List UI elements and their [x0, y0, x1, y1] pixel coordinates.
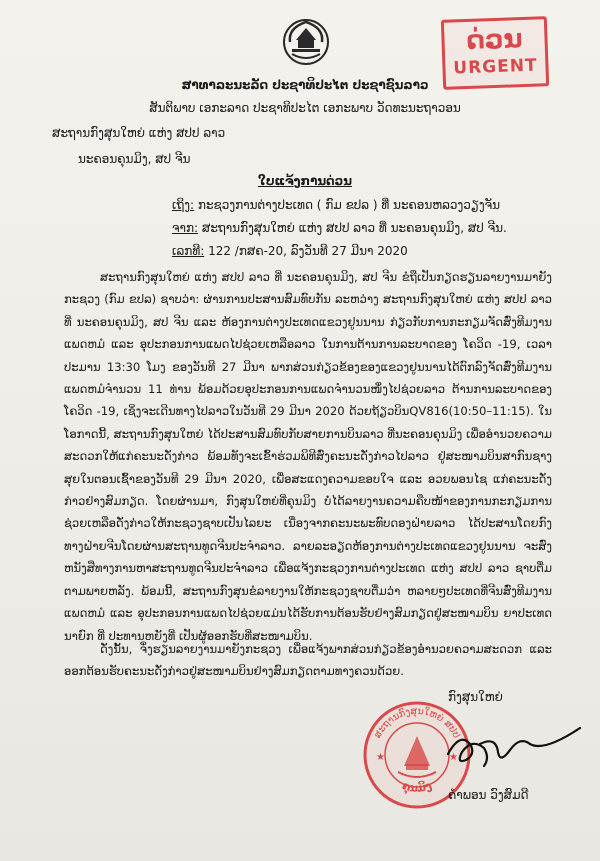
body-paragraph-1-text: ສະຖານກົງສຸນໃຫຍ່ ແຫ່ງ ສປປ ລາວ ທີ່ ນະຄອນຄຸນມິງ, ສປ ຈີນ ຂໍຖືເປັນກຽດຮຽນລາຍງານມາຍັງກະຊວງ (ກົມ ຂປລ) ຊາບວ່າ: ຜ່ານການປະສານສົມທົບກັນ ລະຫວ່າງ ສະຖານກົງສຸນໃຫຍ່ ແຫ່ງ ສປປ ລາວ ທີ່ ນະຄອນຄຸນມິງ, ສປ ຈີນ ແລະ ຫ້ອງການຕ່າງປະເທດແຂວງຢູນນານ ກ່ຽວກັບການກະກຽມຈັດສົ່ງທີມງານແພດຫມໍ ແລະ ອຸປະກອນການແພດໄປຊ່ວຍເຫລືອລາວ ໃນການຕ້ານການລະບາດຂອງ ໂຄວິດ -19, ເວລາປະມານ 13:30 ໂມງ ຂອງວັນທີ 27 ມີນາ ພາກສ່ວນກ່ຽວຂ້ອງຂອງແຂວງຢູນນານໄດ້ຕົກລົງຈັດສົ່ງທີມງານແພດຫມໍຈຳນວນ 11 ທ່ານ ພ້ອມດ້ວຍອຸປະກອນການແພດຈຳນວນໜຶ່ງໄປຊ່ວຍລາວ ຕ້ານການລະບາດຂອງໂຄວິດ -19, ເຊິ່ງຈະເດີນທາງໄປລາວໃນວັນທີ 29 ມີນາ 2020 ດ້ວຍຖ້ຽວບິນQV816(10:50–11:15). ໃນໂອກາດນີ້, ສະຖານກົງສຸນໃຫຍ່ ໄດ້ປະສານສົມທົບກັບສາຍການບິນລາວ ທີ່ນະຄອນຄຸນມິງ ເພື່ອອຳນວຍຄວາມສະດວກໃຫ້ແກ່ຄະນະດັ່ງກ່າວ ພ້ອມທັງຈະເຂົ້າຮ່ວມພິທີສົ່ງຄະນະດັ່ງກ່າວໄປລາວ ຢູ່ສະໜາມບິນສາກົນຊາງສຸຍໃນຕອນເຊົ້າຂອງວັນທີ 29 ມີນາ 2020, ເພື່ອສະແດງຄວາມຂອບໃຈ ແລະ ອວຍພອນໄຊ ແກ່ຄະນະດັ່ງກ່າວຢ່າງສົມກຽດ. ໂດຍຜ່ານມາ, ກົງສຸນໃຫຍ່ທີ່ຄຸນມິງ ບໍ່ໄດ້ລາຍງານຄວາມຄືບໜ້າຂອງການກະກຽມການຊ່ວຍເຫລືອດັ່ງກ່າວໃຫ້ກະຊວງຊາບເປັນໄລຍະ ເນື່ອງຈາກຄະນະພະທົບດອງຝ່າຍລາວ ໄດ້ປະສານໂດຍກົງທາງຝ່າຍຈີນໂດຍຜ່ານສະຖານທູດຈີນປະຈຳລາວ. ລາຍລະອຽດຫ້ອງການຕ່າງປະເທດແຂວງຢູນນານ ຈະສົ່ງຫນັງສືທາງການຫາສະຖານທູດຈີນປະຈຳລາວ ເພື່ອແຈ້ງກະຊວງການຕ່າງປະເທດ ແຫ່ງ ສປປ ລາວ ຊາບຕື່ມຕາມພາຍຫລັງ. ພ້ອມນີ້, ສະຖານກົງສຸນຂໍລາຍງານໃຫ້ກະຊວງຊາບຕື່ມວ່າ ຫລາຍໆປະເທດທີ່ຈີນສົ່ງທີມງານແພດຫມໍ ແລະ ອຸປະກອນການແພດໄປຊ່ວຍແມ່ນໄດ້ຮັບການຕ້ອນຮັບຢ່າງສົມກຽດຢູ່ສະໜາມບິນ ຍາປະເທດ ນາຍົກ ທີ່ ປະທານຫຍັງທີ່ ເປັນຜູ້ອອກຮັບທີ່ສະໜາມບິນ. [64, 270, 552, 643]
handwritten-signature [440, 714, 590, 778]
from-label: ຈາກ: [172, 221, 199, 235]
issuer: ສະຖານກົງສຸນໃຫຍ່ ແຫ່ງ ສປປ ລາວ [52, 126, 226, 140]
document-title: ໃບແຈ້ງການດ່ວນ [258, 174, 352, 188]
svg-text:★: ★ [449, 752, 458, 763]
body-paragraph-2 [64, 638, 552, 683]
ref-value: 122 /ກສຄ-20, ລົງວັນທີ 27 ມີນາ 2020 [208, 244, 408, 258]
from-value: ສະຖານກົງສຸນໃຫຍ່ ແຫ່ງ ສປປ ລາວ ທີ່ ນະຄອນຄຸນມິງ, ສປ ຈີນ. [201, 221, 507, 235]
ref-label: ເລກທີ: [172, 244, 205, 258]
national-emblem-icon [282, 18, 330, 66]
country-line-2: ສັນຕິພາບ ເອກະລາດ ປະຊາທິປະໄຕ ເອກະພາບ ວັດທະນະຖາວອນ [149, 101, 461, 115]
country-line-1: ສາທາລະນະລັດ ປະຊາທິປະໄຕ ປະຊາຊົນລາວ [181, 78, 429, 92]
svg-text:★: ★ [376, 752, 385, 763]
signatory-name: ຄຳພອນ ວົງສົມດີ [448, 788, 529, 802]
to-label: ເຖິງ: [172, 198, 195, 212]
urgent-stamp-lao: ດ່ວນ [466, 24, 523, 56]
body-paragraph-2-text: ດັ່ງນັ້ນ, ຈຶ່ງຮຽນລາຍງານມາຍັງກະຊວງ ເພື່ອແຈ້ງພາກສ່ວນກ່ຽວຂ້ອງອຳນວຍຄວາມສະດວກ ແລະ ອອກຕ້ອນຮັບຄະນະດັ່ງກ່າວຢູ່ສະໜາມບິນຢ່າງສົມກຽດຕາມທາງຄວນດ້ວຍ. [64, 642, 552, 679]
from-line [172, 221, 507, 235]
issuer-city: ນະຄອນຄຸນມິງ, ສປ ຈີນ [78, 152, 191, 166]
to-line [172, 198, 500, 212]
seal-text-top: ສະຖານກົງສຸນໃຫຍ່ ສປປ [372, 705, 462, 741]
to-value: ກະຊວງການຕ່າງປະເທດ ( ກົມ ຂປລ ) ທີ່ ນະຄອນຫລວງວຽງຈັນ [197, 198, 501, 212]
body-paragraph-1 [64, 266, 552, 647]
seal-text-bottom: ຄຸນມິງ [400, 778, 434, 795]
urgent-stamp-en: URGENT [453, 55, 538, 79]
signature-role: ກົງສຸນໃຫຍ່ [448, 690, 503, 704]
ref-line [172, 244, 408, 258]
